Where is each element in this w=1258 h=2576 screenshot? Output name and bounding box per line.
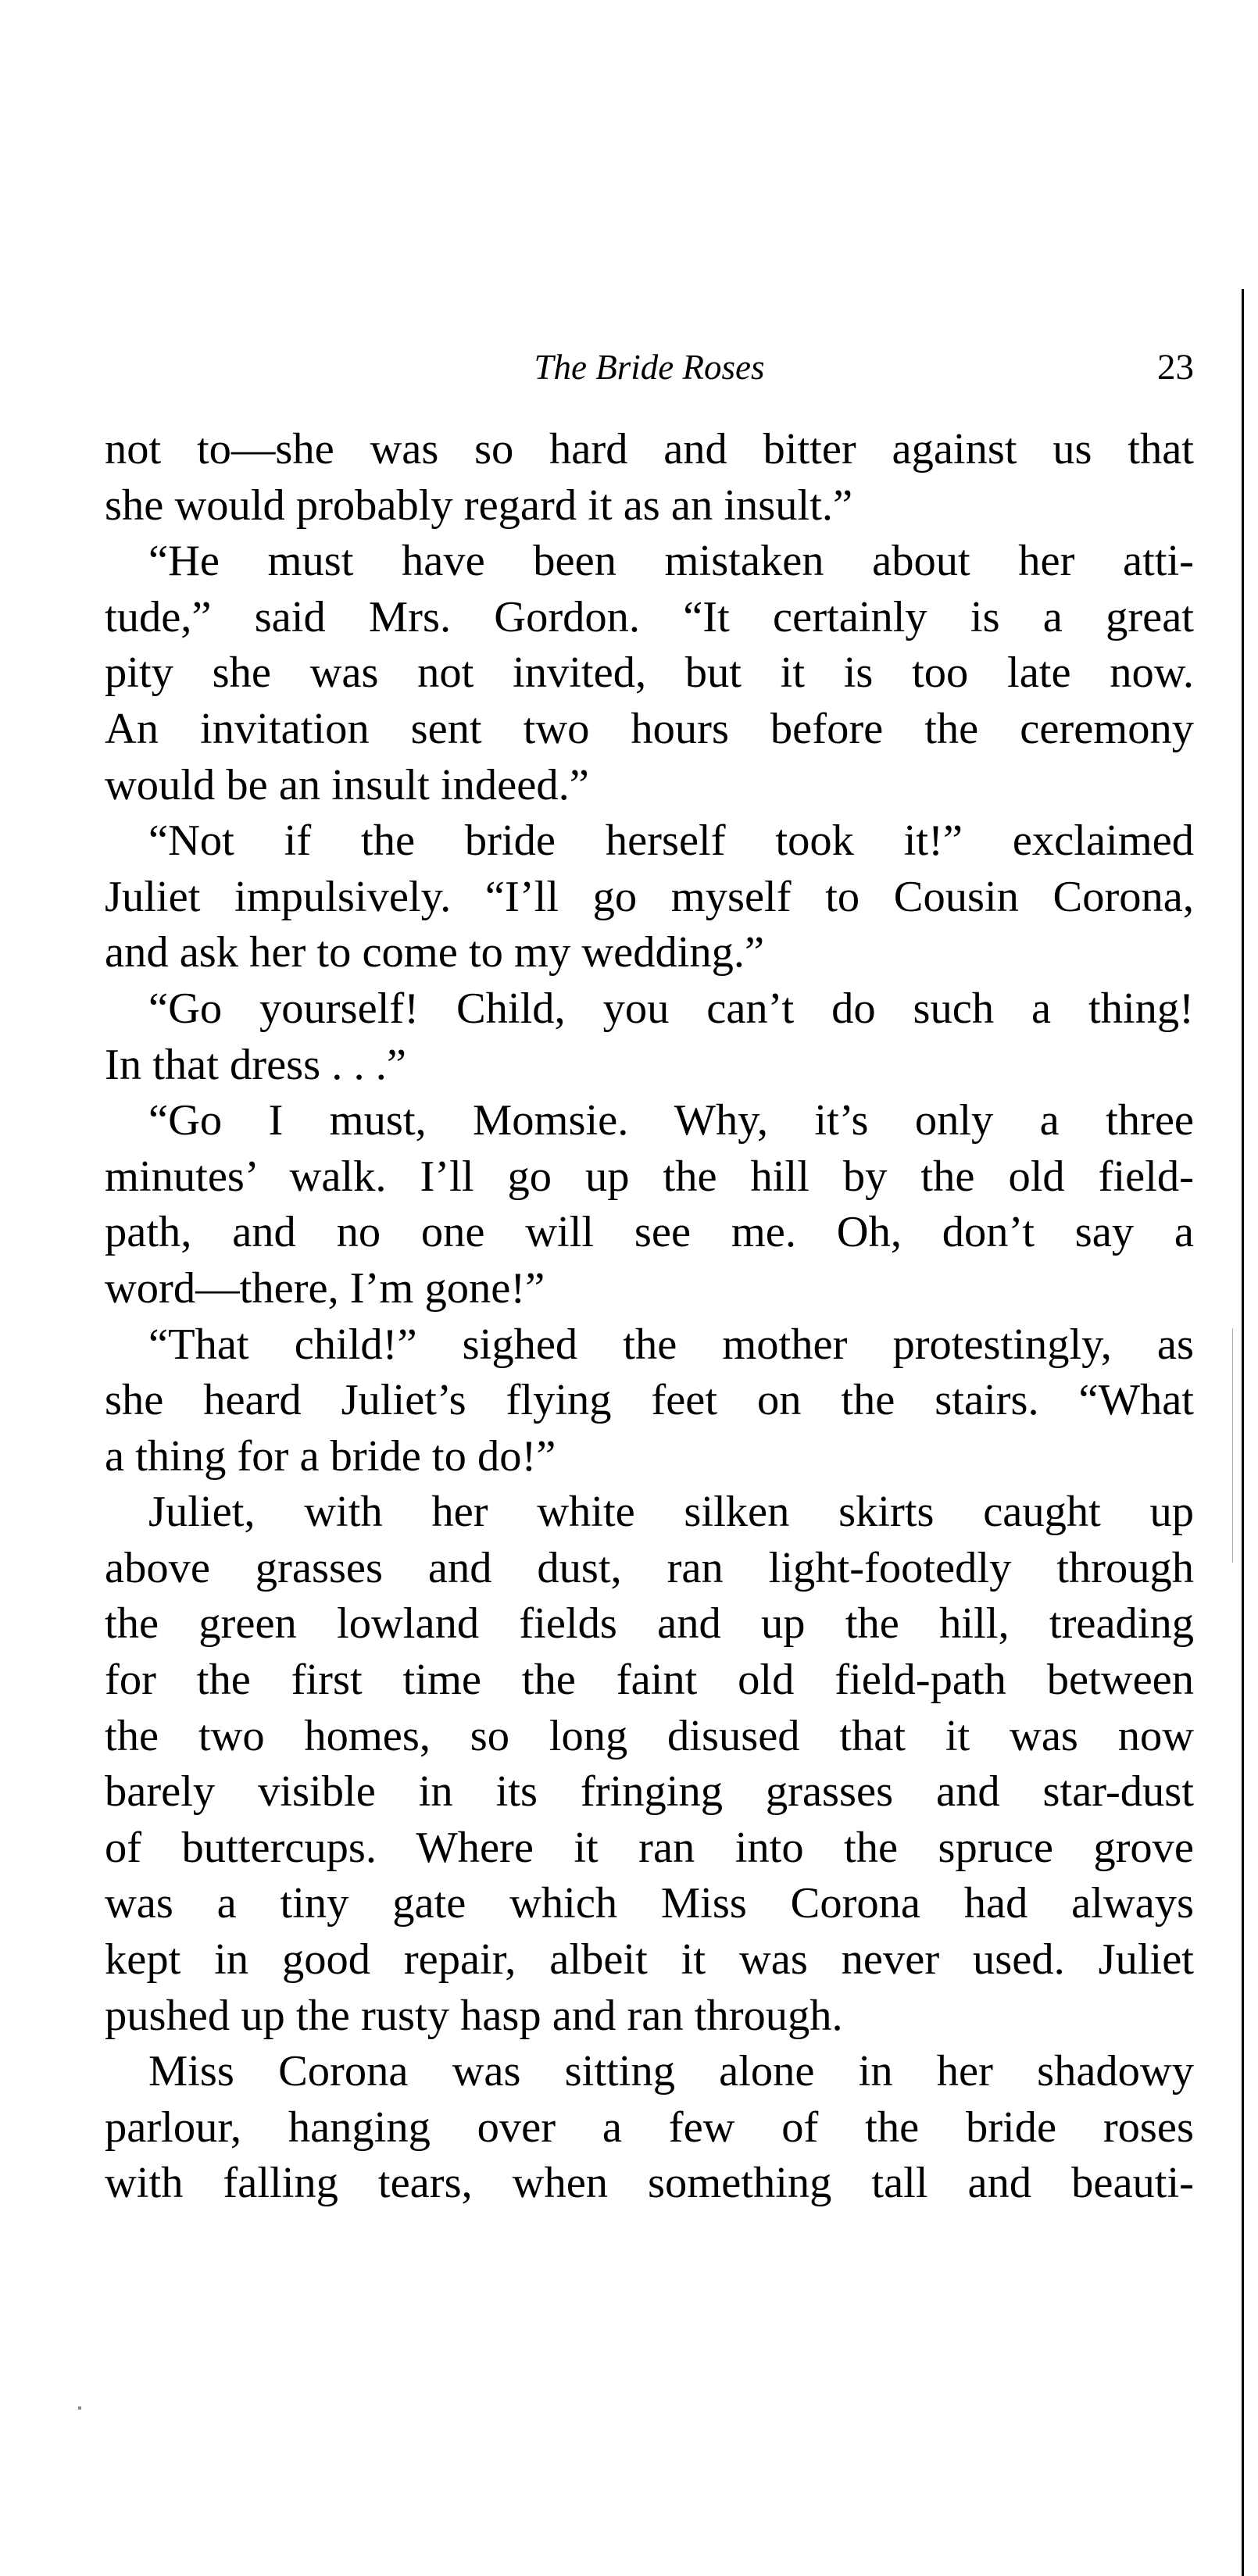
text-line: for the first time the faint old field-path between <box>105 1656 1194 1705</box>
text-line: would be an insult indeed.” <box>105 760 589 809</box>
running-title: The Bride Roses <box>534 348 765 387</box>
text-line: pushed up the rusty hasp and ran through. <box>105 1991 843 2040</box>
text-line: Miss Corona was sitting alone in her shadowy <box>148 2047 1194 2096</box>
text-line: was a tiny gate which Miss Corona had always <box>105 1879 1194 1928</box>
text-line: minutes’ walk. I’ll go up the hill by the old field- <box>105 1152 1194 1201</box>
running-head <box>105 344 1194 391</box>
text-line: “He must have been mistaken about her atti- <box>148 537 1194 586</box>
text-line: pity she was not invited, but it is too late now. <box>105 648 1194 698</box>
page-edge-line <box>1242 289 1244 2576</box>
text-line: kept in good repair, albeit it was never used. Juliet <box>105 1935 1194 1985</box>
body-text <box>105 422 1194 2212</box>
text-line: above grasses and dust, ran light-footedly through <box>105 1543 1194 1592</box>
text-line: and ask her to come to my wedding.” <box>105 928 765 977</box>
text-line: “Go yourself! Child, you can’t do such a thing! <box>148 984 1194 1033</box>
text-line: In that dress . . .” <box>105 1040 406 1089</box>
text-line: path, and no one will see me. Oh, don’t say a <box>105 1208 1194 1257</box>
text-line: she heard Juliet’s flying feet on the stairs. “What <box>105 1376 1194 1425</box>
text-line: of buttercups. Where it ran into the spruce grove <box>105 1823 1194 1872</box>
text-line: not to—she was so hard and bitter against us that <box>105 425 1194 473</box>
text-line: the green lowland fields and up the hill, treading <box>105 1599 1194 1649</box>
page-speck <box>78 2406 81 2410</box>
text-line: with falling tears, when something tall and beauti- <box>105 2159 1194 2208</box>
text-line: Juliet, with her white silken skirts caught up <box>148 1488 1194 1537</box>
text-line: “That child!” sighed the mother protestingly, as <box>148 1320 1194 1369</box>
text-line: a thing for a bride to do!” <box>105 1431 556 1481</box>
text-line: Juliet impulsively. “I’ll go myself to Cousin Corona, <box>105 872 1194 921</box>
text-line: word—there, I’m gone!” <box>105 1263 545 1313</box>
page-edge-shadow <box>1232 1328 1233 1563</box>
text-line: “Go I must, Momsie. Why, it’s only a three <box>148 1096 1194 1145</box>
text-line: “Not if the bride herself took it!” exclaimed <box>148 816 1194 866</box>
text-line: barely visible in its fringing grasses and star-dust <box>105 1767 1194 1817</box>
text-line: she would probably regard it as an insult.” <box>105 481 853 530</box>
text-line: tude,” said Mrs. Gordon. “It certainly is a great <box>105 592 1194 641</box>
text-line: parlour, hanging over a few of the bride roses <box>105 2103 1194 2152</box>
text-line: An invitation sent two hours before the ceremony <box>105 704 1194 753</box>
text-line: the two homes, so long disused that it was now <box>105 1711 1194 1760</box>
page-number: 23 <box>1157 347 1194 388</box>
